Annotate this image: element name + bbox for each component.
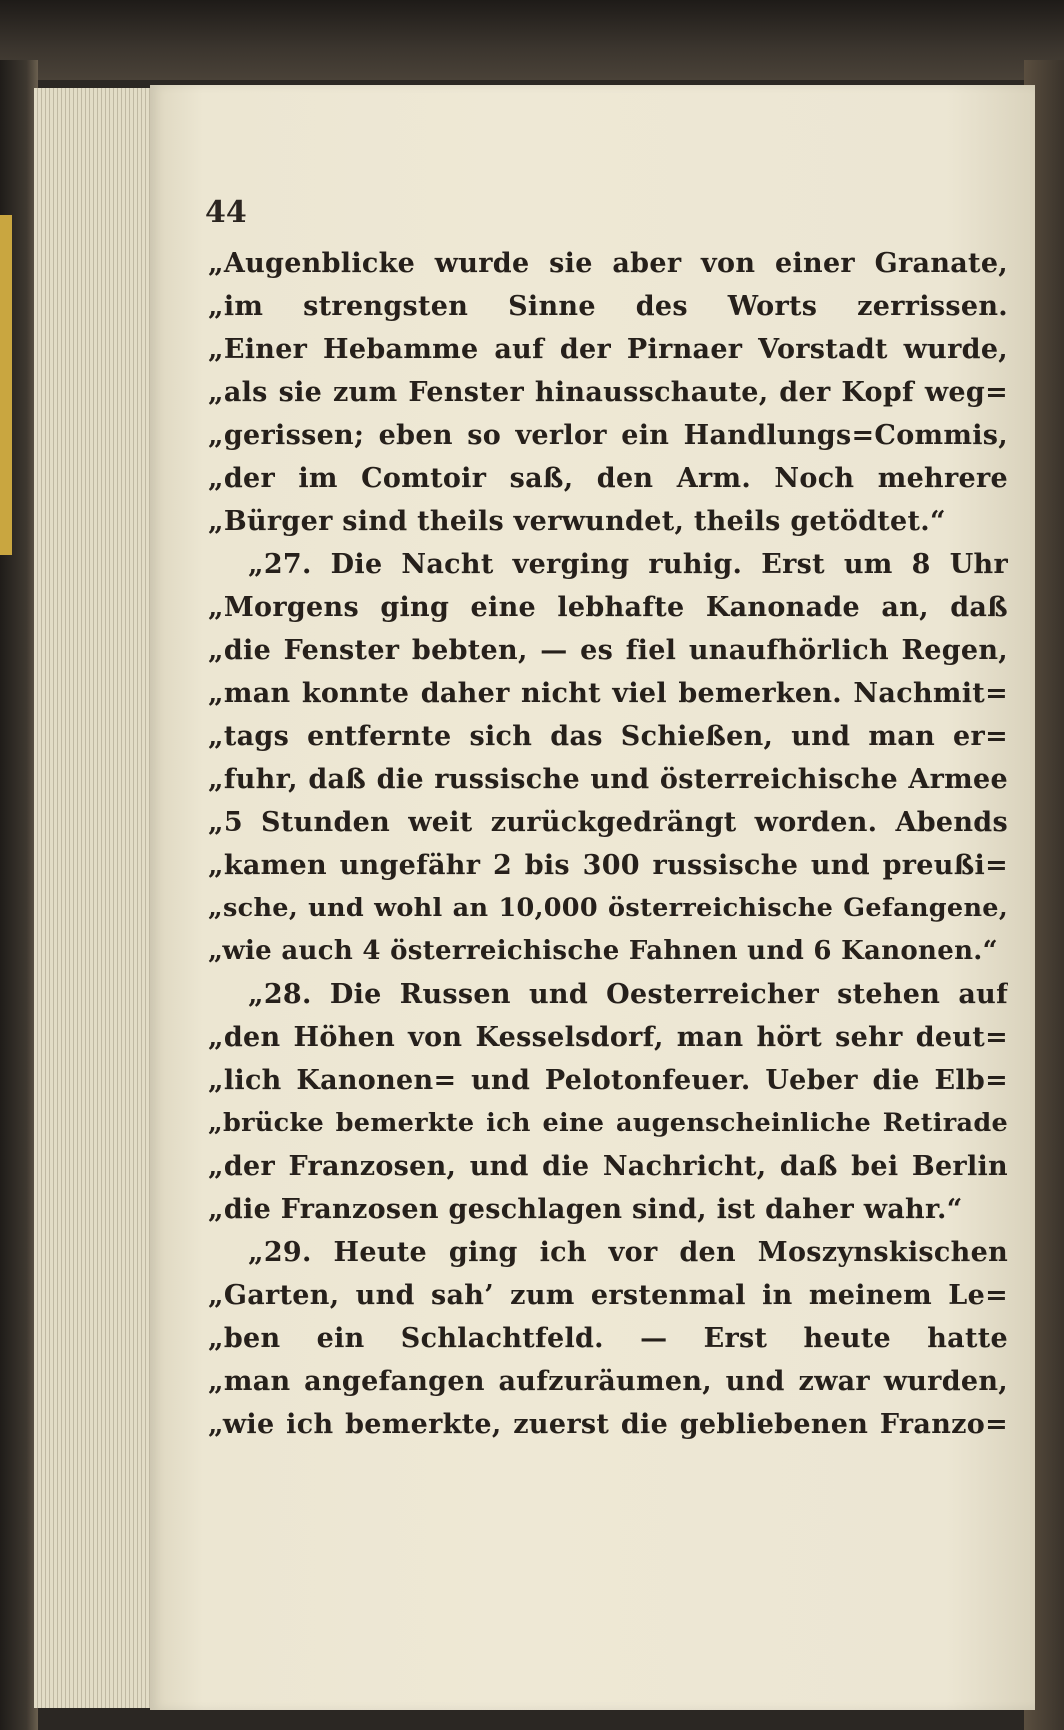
text-line: „Augenblicke wurde sie aber von einer Granate,: [208, 248, 1008, 279]
text-line: „sche, und wohl an 10,000 österreichische Gefangene,: [208, 893, 1008, 923]
text-line: „die Franzosen geschlagen sind, ist daher wahr.“: [208, 1194, 963, 1225]
text-line: „tags entfernte sich das Schießen, und man er=: [208, 721, 1008, 752]
text-line: „der Franzosen, und die Nachricht, daß bei Berlin: [208, 1151, 1008, 1182]
text-line: „Garten, und sah’ zum erstenmal in meinem Le=: [208, 1280, 1008, 1311]
page-text: [208, 242, 1008, 1446]
text-line: „28. Die Russen und Oesterreicher stehen auf: [248, 979, 1008, 1010]
text-line: „29. Heute ging ich vor den Moszynskischen: [248, 1237, 1008, 1268]
text-line: „5 Stunden weit zurückgedrängt worden. Abends: [208, 807, 1008, 838]
text-line: „im strengsten Sinne des Worts zerrissen.: [208, 291, 1008, 322]
text-line: „gerissen; eben so verlor ein Handlungs=Commis,: [208, 420, 1008, 451]
text-line: „Einer Hebamme auf der Pirnaer Vorstadt wurde,: [208, 334, 1008, 365]
text-line: „lich Kanonen= und Pelotonfeuer. Ueber die Elb=: [208, 1065, 1008, 1096]
text-line: „brücke bemerkte ich eine augenscheinliche Retirade: [208, 1108, 1008, 1138]
text-line: „man konnte daher nicht viel bemerken. Nachmit=: [208, 678, 1008, 709]
text-line: „27. Die Nacht verging ruhig. Erst um 8 Uhr: [248, 549, 1008, 580]
book-cover-top: [0, 0, 1064, 80]
text-line: „man angefangen aufzuräumen, und zwar wurden,: [208, 1366, 1008, 1397]
bookmark-tab: [0, 215, 12, 555]
page-number: 44: [205, 195, 247, 230]
text-line: „kamen ungefähr 2 bis 300 russische und preußi=: [208, 850, 1008, 881]
text-line: „wie ich bemerkte, zuerst die gebliebenen Franzo=: [208, 1409, 1008, 1440]
text-line: „als sie zum Fenster hinausschaute, der Kopf weg=: [208, 377, 1008, 408]
text-line: „der im Comtoir saß, den Arm. Noch mehrere: [208, 463, 1008, 494]
text-line: „den Höhen von Kesselsdorf, man hört sehr deut=: [208, 1022, 1008, 1053]
text-line: „Morgens ging eine lebhafte Kanonade an, daß: [208, 592, 1008, 623]
text-line: „die Fenster bebten, — es fiel unaufhörlich Regen,: [208, 635, 1008, 666]
text-line: „wie auch 4 österreichische Fahnen und 6 Kanonen.“: [208, 936, 998, 966]
text-line: „Bürger sind theils verwundet, theils getödtet.“: [208, 506, 946, 537]
text-line: „ben ein Schlachtfeld. — Erst heute hatte: [208, 1323, 1008, 1354]
text-line: „fuhr, daß die russische und österreichische Armee: [208, 764, 1008, 795]
